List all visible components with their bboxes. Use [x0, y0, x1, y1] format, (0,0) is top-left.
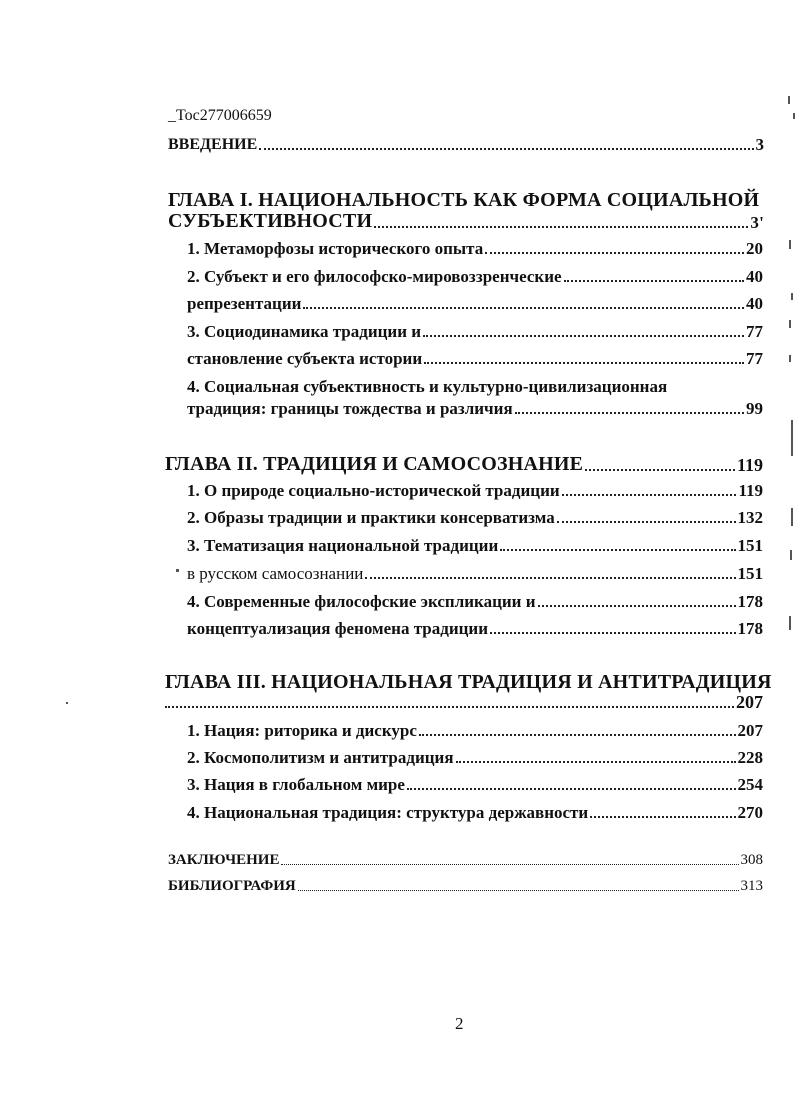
toc-entry-ch2-2[interactable]: [187, 509, 763, 526]
toc-entry-ch2-3b[interactable]: [187, 565, 763, 582]
toc-leader: [515, 412, 744, 414]
toc-entry-title: 1. О природе социально-исторической традиции: [187, 481, 560, 500]
toc-entry-ch3-4[interactable]: [187, 804, 763, 821]
toc-leader: [590, 816, 735, 818]
toc-entry-title: 3. Тематизация национальной традиции: [187, 536, 499, 555]
toc-page-number: 119: [738, 481, 763, 500]
toc-page-number: 3: [755, 135, 764, 154]
toc-leader: [374, 226, 748, 228]
toc-page-number: 207: [737, 721, 763, 740]
toc-page-number: 132: [737, 508, 763, 527]
scan-artifact: [789, 616, 791, 630]
toc-leader: [423, 335, 744, 337]
toc-entry-ch2-4b[interactable]: [187, 620, 763, 637]
scan-artifact: [789, 355, 791, 362]
toc-page-number: 308: [740, 852, 763, 868]
toc-leader: [456, 761, 736, 763]
toc-page-number: 40: [746, 294, 763, 313]
chapter1-title[interactable]: ГЛАВА I. НАЦИОНАЛЬНОСТЬ КАК ФОРМА СОЦИАЛЬНОЙ: [168, 189, 760, 211]
toc-entry-title: 2. Космополитизм и антитрадиция: [187, 748, 454, 767]
toc-leader: [564, 280, 744, 282]
toc-entry-title: ЗАКЛЮЧЕНИЕ: [168, 852, 280, 868]
toc-page-number: 20: [746, 239, 763, 258]
scan-artifact: [176, 569, 179, 572]
toc-entry-title: ВВЕДЕНИЕ: [168, 136, 258, 153]
toc-entry-title: 1. Нация: риторика и дискурс: [187, 721, 417, 740]
toc-entry-ch2-3[interactable]: [187, 537, 763, 554]
toc-page-number: 313: [740, 878, 763, 894]
toc-entry-title: 2. Образы традиции и практики консерватизма: [187, 508, 555, 527]
toc-entry-title: 3. Социодинамика традиции и: [187, 322, 422, 341]
toc-page-number: 270: [737, 803, 763, 822]
toc-entry-ch1-2[interactable]: [187, 268, 763, 285]
scan-artifact: [793, 113, 795, 119]
toc-leader: [562, 494, 737, 496]
page-number: 2: [455, 1014, 464, 1033]
toc-leader: [365, 577, 735, 579]
toc-leader: [165, 706, 734, 708]
toc-leader: [259, 148, 753, 150]
toc-page-number: 178: [737, 619, 763, 638]
toc-leader: [407, 788, 736, 790]
toc-entry-chapter2[interactable]: [165, 454, 763, 474]
scan-artifact: [790, 550, 792, 560]
toc-entry-ch2-4[interactable]: [187, 593, 763, 610]
toc-page-number: 40: [746, 267, 763, 286]
toc-page-number: 151: [737, 564, 763, 583]
toc-entry-ch1-3[interactable]: [187, 323, 763, 340]
toc-entry-bibliography[interactable]: [168, 879, 763, 894]
toc-entry-title: становление субъекта истории: [187, 349, 423, 368]
scan-artifact: [789, 320, 791, 328]
toc-leader: [298, 890, 739, 891]
toc-leader: [500, 549, 735, 551]
toc-entry-title: традиция: границы тождества и различия: [187, 399, 513, 418]
toc-entry-intro[interactable]: [168, 136, 764, 153]
toc-entry-title: ГЛАВА II. ТРАДИЦИЯ И САМОСОЗНАНИЕ: [165, 453, 584, 475]
toc-entry-title: репрезентации: [187, 294, 302, 313]
toc-entry-chapter3[interactable]: [165, 693, 763, 711]
toc-entry-title: СУБЪЕКТИВНОСТИ: [168, 210, 373, 232]
toc-page-number: 99: [746, 399, 763, 418]
toc-entry-title: 2. Субъект и его философско-мировоззренческие: [187, 267, 562, 286]
toc-entry-ch3-1[interactable]: [187, 722, 763, 739]
toc-page-number: 207: [736, 692, 763, 712]
toc-page-number: 178: [737, 592, 763, 611]
toc-leader: [490, 632, 736, 634]
toc-page-number: 3': [750, 213, 764, 232]
toc-leader: [281, 864, 738, 865]
toc-entry-conclusion[interactable]: [168, 853, 763, 868]
toc-entry-title: концептуализация феномена традиции: [187, 619, 488, 638]
toc-leader: [557, 521, 736, 523]
toc-leader: [424, 362, 744, 364]
scan-artifact: [66, 702, 68, 704]
scan-artifact: [791, 293, 793, 300]
toc-leader: [303, 307, 744, 309]
scan-artifact: [788, 96, 790, 104]
toc-leader: [585, 469, 735, 471]
toc-entry-ch3-3[interactable]: [187, 776, 763, 793]
toc-page-number: 228: [737, 748, 763, 767]
toc-leader: [419, 734, 736, 736]
toc-entry-title: в русском самосознании: [187, 564, 364, 583]
toc-leader: [485, 252, 744, 254]
toc-entry-ch1-1[interactable]: [187, 240, 763, 257]
toc-entry-title: БИБЛИОГРАФИЯ: [168, 878, 296, 894]
toc-page-number: 119: [736, 455, 763, 475]
scan-artifact: [791, 508, 793, 526]
toc-leader: [538, 605, 736, 607]
toc-entry-ch2-1[interactable]: [187, 482, 763, 499]
scan-artifact: [791, 420, 793, 456]
scan-artifact: [789, 240, 791, 249]
toc-entry-chapter1[interactable]: [168, 211, 764, 231]
toc-entry-title: 4. Национальная традиция: структура державности: [187, 803, 589, 822]
toc-entry-ch1-3b[interactable]: [187, 350, 763, 367]
toc-entry-ch3-2[interactable]: [187, 749, 763, 766]
toc-entry-title: 3. Нация в глобальном мире: [187, 775, 405, 794]
toc-page-number: 77: [746, 322, 763, 341]
chapter3-title[interactable]: ГЛАВА III. НАЦИОНАЛЬНАЯ ТРАДИЦИЯ И АНТИТРАДИЦИЯ: [165, 671, 772, 693]
toc-entry-ch1-4[interactable]: 4. Социальная субъективность и культурно-цивилизационная: [187, 377, 668, 396]
toc-entry-title: 4. Современные философские экспликации и: [187, 592, 536, 611]
toc-anchor: _Toc277006659: [168, 107, 272, 124]
toc-entry-title: 1. Метаморфозы исторического опыта: [187, 239, 484, 258]
toc-entry-ch1-2b[interactable]: [187, 295, 763, 312]
toc-page-number: 77: [746, 349, 763, 368]
toc-page-number: 254: [737, 775, 763, 794]
toc-entry-ch1-4b[interactable]: [187, 400, 763, 417]
toc-page-number: 151: [737, 536, 763, 555]
